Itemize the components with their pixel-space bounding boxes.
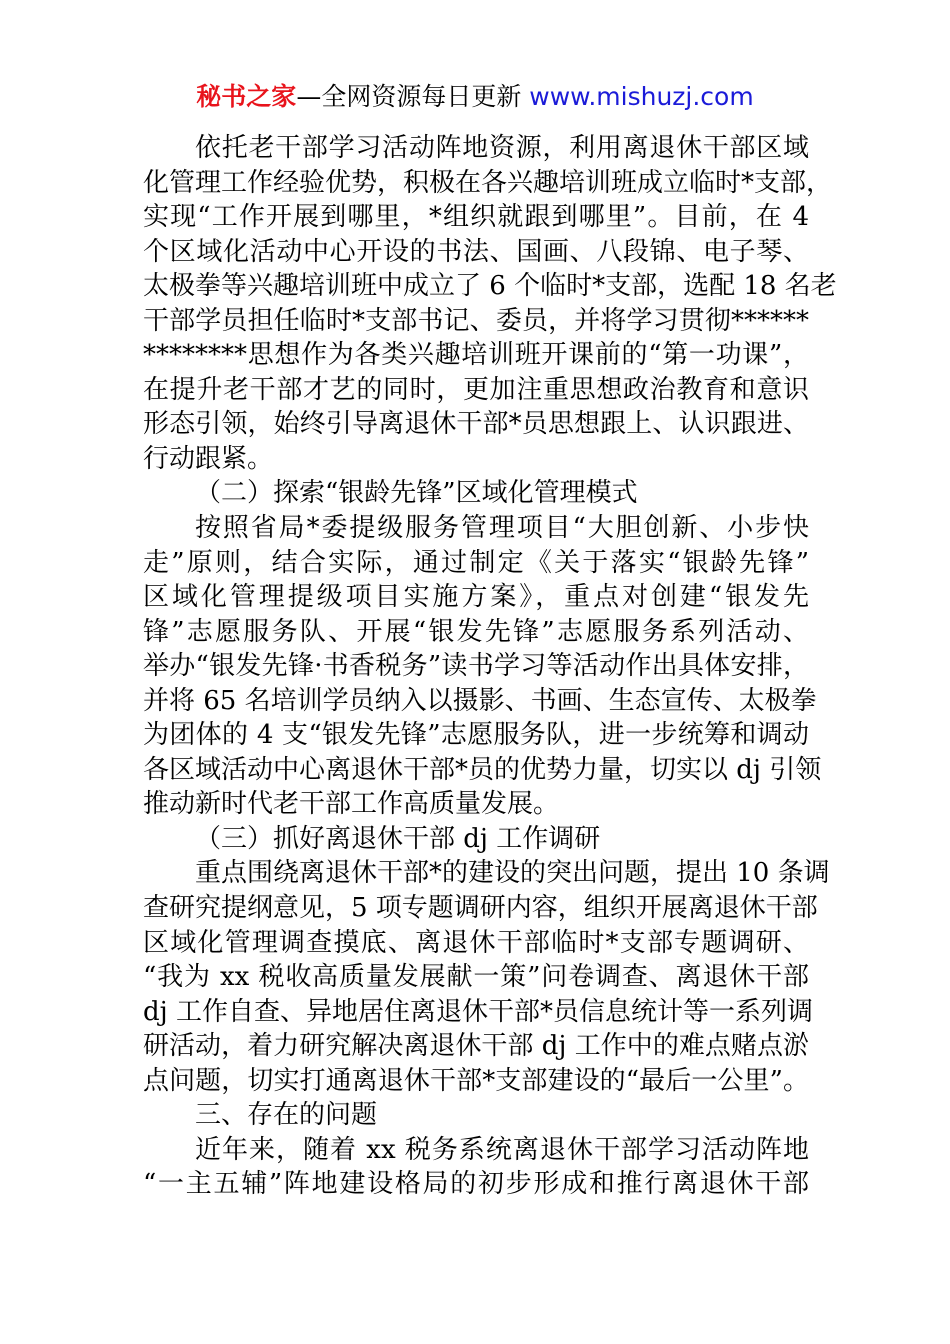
text-line: 区域化管理提级项目实施方案》，重点对创建“银发先	[143, 582, 809, 613]
text-line: 行动跟紧。	[143, 443, 274, 474]
brand-name: 秘书之家	[196, 82, 297, 111]
text-line: ********思想作为各类兴趣培训班开课前的“第一功课”，	[143, 340, 809, 371]
text-line: 走”原则，结合实际，通过制定《关于落实“银龄先锋”	[143, 547, 809, 578]
text-line: 干部学员担任临时*支部书记、委员，并将学习贯彻******	[143, 305, 809, 336]
text-line: dj 工作自查、异地居住离退休干部*员信息统计等一系列调	[143, 996, 813, 1027]
site-header	[0, 80, 950, 114]
header-tagline: —全网资源每日更新	[296, 82, 522, 111]
text-line: 按照省局*委提级服务管理项目“大胆创新、小步快	[195, 513, 809, 544]
text-line: 形态引领，始终引导离退休干部*员思想跟上、认识跟进、	[143, 409, 809, 440]
text-line: 区域化管理调查摸底、离退休干部临时*支部专题调研、	[143, 927, 809, 958]
section-heading: 三、存在的问题	[195, 1100, 378, 1131]
text-line: “一主五辅”阵地建设格局的初步形成和推行离退休干部	[143, 1169, 809, 1200]
text-line: 依托老干部学习活动阵地资源，利用离退休干部区域	[195, 133, 809, 163]
section-heading: （二）探索“银龄先锋”区域化管理模式	[195, 478, 638, 509]
text-line: 近年来，随着 xx 税务系统离退休干部学习活动阵地	[195, 1134, 809, 1165]
text-line: 为团体的 4 支“银发先锋”志愿服务队，进一步统筹和调动	[143, 720, 809, 751]
text-line: “我为 xx 税收高质量发展献一策”问卷调查、离退休干部	[143, 962, 809, 993]
section-heading: （三）抓好离退休干部 dj 工作调研	[195, 823, 601, 854]
text-line: 查研究提纲意见，5 项专题调研内容，组织开展离退休干部	[143, 893, 818, 924]
text-line: 研活动，着力研究解决离退休干部 dj 工作中的难点赌点淤	[143, 1031, 809, 1062]
text-line: 并将 65 名培训学员纳入以摄影、书画、生态宣传、太极拳	[143, 685, 817, 716]
text-line: 实现“工作开展到哪里，*组织就跟到哪里”。目前，在 4	[143, 202, 809, 233]
document-body	[143, 131, 837, 1202]
text-line: 太极拳等兴趣培训班中成立了 6 个临时*支部，选配 18 名老	[143, 271, 837, 302]
site-url-link[interactable]: www.mishuzj.com	[529, 82, 754, 111]
text-line: 锋”志愿服务队、开展“银发先锋”志愿服务系列活动、	[143, 616, 809, 647]
text-line: 推动新时代老干部工作高质量发展。	[143, 789, 560, 820]
text-line: 在提升老干部才艺的同时，更加注重思想政治教育和意识	[143, 374, 809, 405]
text-line: 化管理工作经验优势，积极在各兴趣培训班成立临时*支部，	[143, 167, 833, 198]
text-line: 重点围绕离退休干部*的建设的突出问题，提出 10 条调	[195, 858, 830, 889]
text-line: 个区域化活动中心开设的书法、国画、八段锦、电子琴、	[143, 236, 809, 267]
text-line: 举办“银发先锋·书香税务”读书学习等活动作出具体安排，	[143, 651, 809, 682]
text-line: 点问题，切实打通离退休干部*支部建设的“最后一公里”。	[143, 1065, 809, 1096]
text-line: 各区域活动中心离退休干部*员的优势力量，切实以 dj 引领	[143, 754, 822, 785]
